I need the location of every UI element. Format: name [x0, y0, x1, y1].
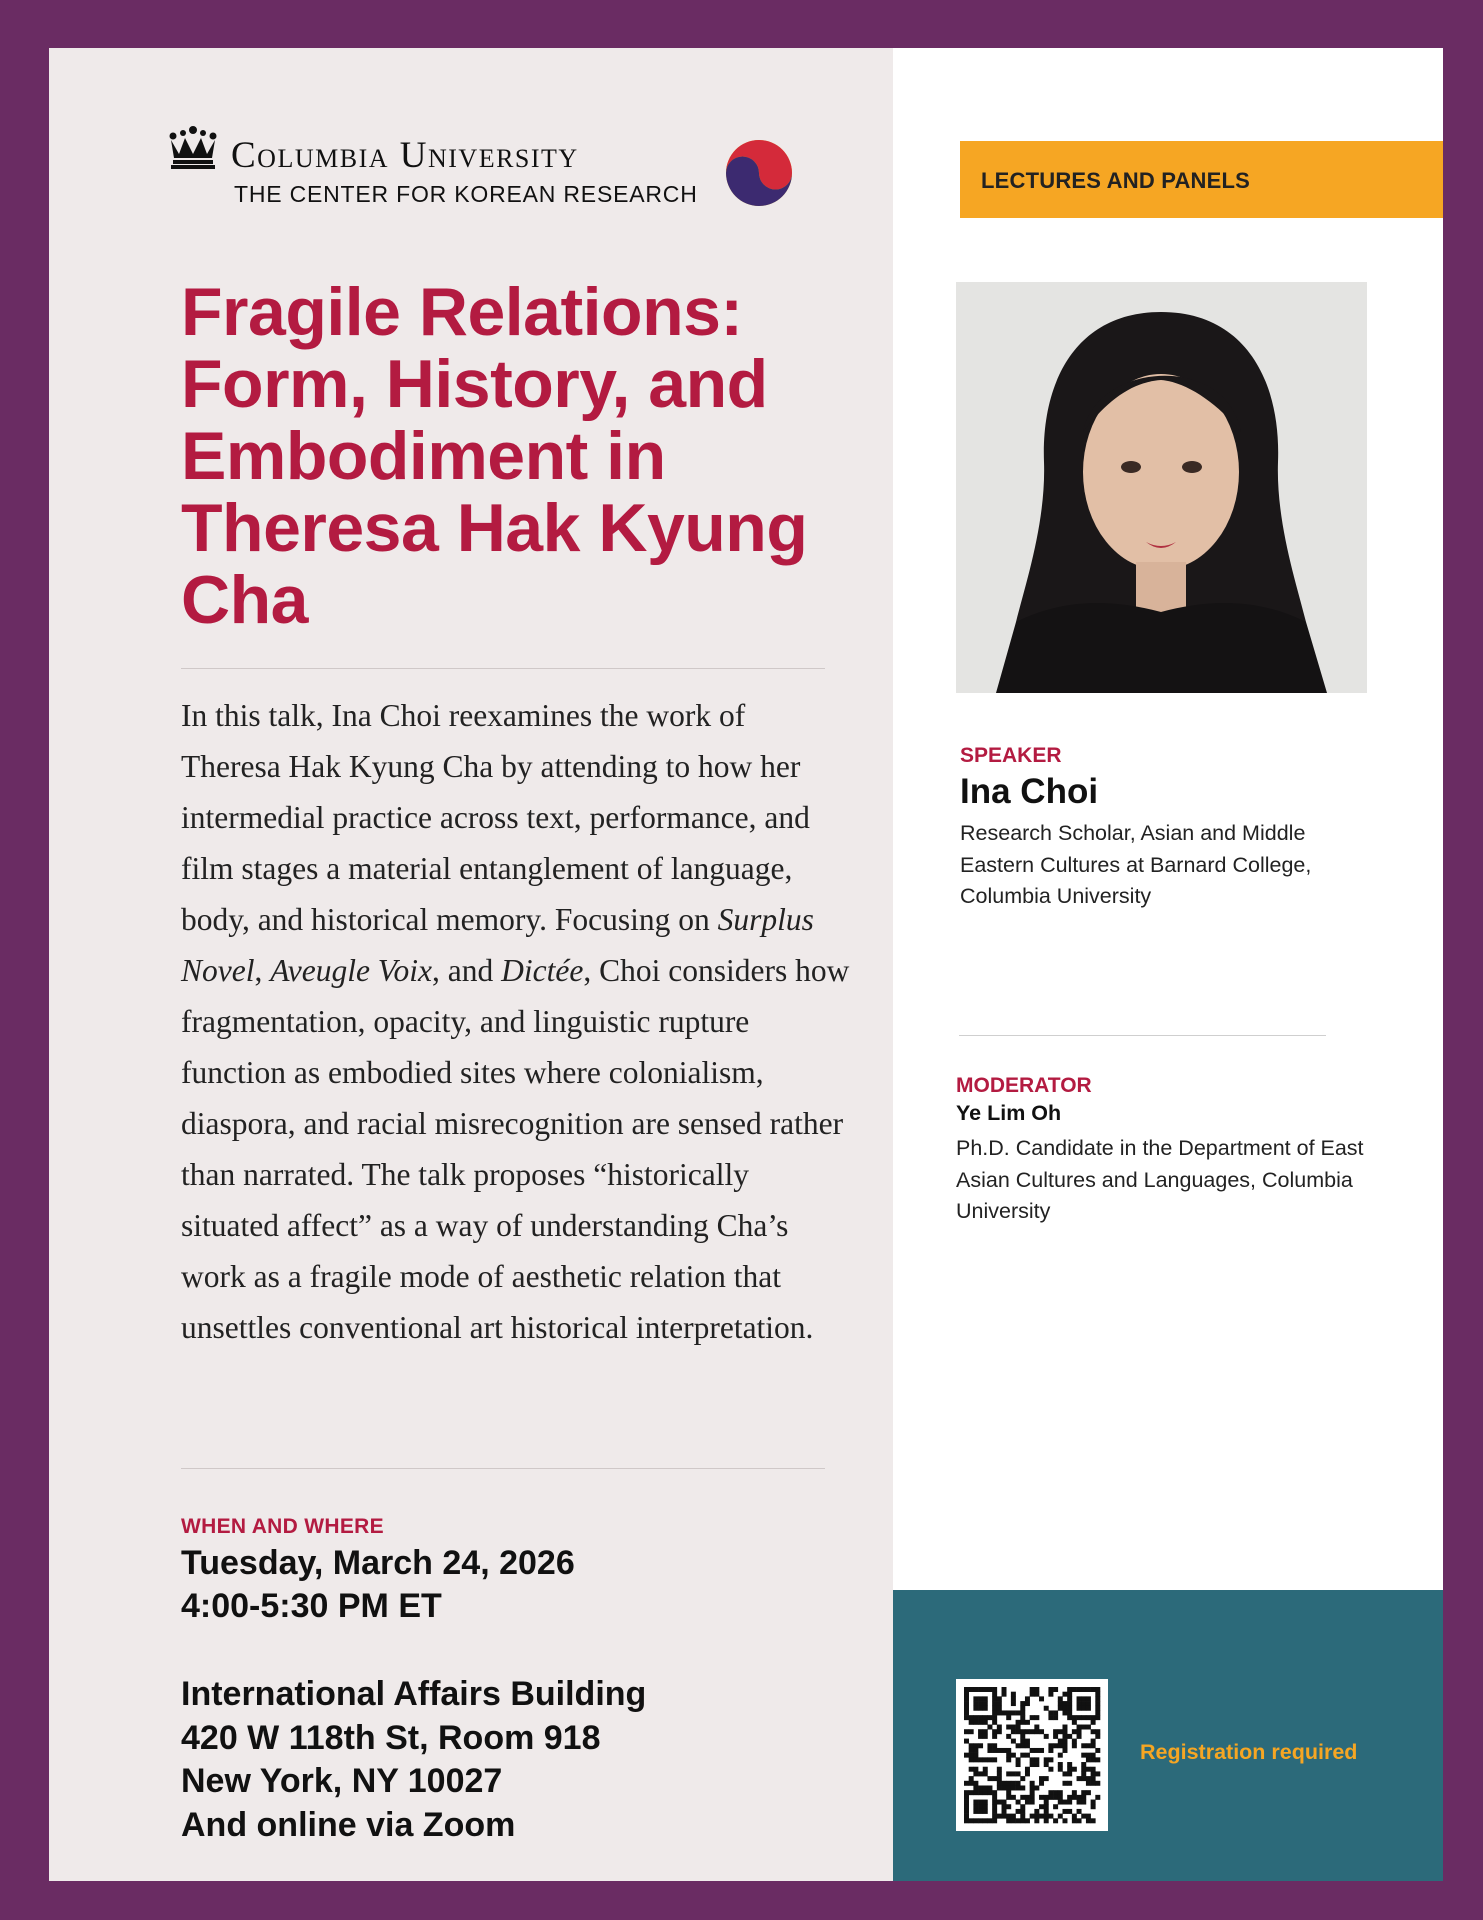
- crown-icon: [166, 124, 220, 170]
- qr-code[interactable]: [956, 1679, 1108, 1831]
- location-online: And online via Zoom: [181, 1805, 516, 1844]
- moderator-label: MODERATOR: [956, 1074, 1092, 1097]
- university-name: Columbia University: [231, 135, 579, 176]
- work-title: Surplus Novel: [181, 902, 814, 988]
- center-name: THE CENTER FOR KOREAN RESEARCH: [234, 181, 698, 207]
- moderator-name: Ye Lim Oh: [956, 1101, 1062, 1125]
- event-time: 4:00-5:30 PM ET: [181, 1587, 442, 1625]
- event-datetime: [181, 1542, 575, 1628]
- event-title: Fragile Relations: Form, History, and Embodiment in Theresa Hak Kyung Cha: [181, 274, 808, 638]
- divider: [181, 1468, 825, 1469]
- speaker-portrait-image: [956, 282, 1367, 693]
- work-title: Dictée: [501, 953, 584, 988]
- qr-code-icon: [956, 1679, 1108, 1831]
- work-title: Aveugle Voix: [270, 953, 433, 988]
- event-description: [181, 690, 851, 1353]
- left-panel: [49, 48, 893, 1881]
- category-label: LECTURES AND PANELS: [981, 168, 1251, 193]
- event-date: Tuesday, March 24, 2026: [181, 1544, 575, 1582]
- divider: [181, 668, 825, 669]
- location-building: International Affairs Building: [181, 1675, 647, 1713]
- description-text: , and: [432, 953, 502, 988]
- registration-text: Registration required: [1140, 1740, 1358, 1764]
- speaker-photo: [956, 282, 1367, 693]
- divider: [959, 1035, 1326, 1036]
- category-bar: [960, 141, 1443, 218]
- description-text: , Choi considers how fragmentation, opacity, and linguistic rupture function as embodied sites where colonialism, diaspora, and racial misrecognition are sensed rather than narrated. The talk proposes “historically situated affect” as a way of understanding Cha’s work as a fragile mode of aesthetic relation that unsettles conventional art historical interpretation.: [181, 953, 850, 1345]
- speaker-name: Ina Choi: [960, 772, 1099, 811]
- taeguk-icon: [725, 139, 793, 207]
- location-address: 420 W 118th St, Room 918: [181, 1718, 601, 1757]
- registration-panel: [893, 1590, 1443, 1881]
- speaker-label: SPEAKER: [960, 744, 1062, 767]
- when-where-label: WHEN AND WHERE: [181, 1515, 384, 1538]
- event-location: [181, 1673, 646, 1847]
- moderator-role: Ph.D. Candidate in the Department of East Asian Cultures and Languages, Columbia University: [956, 1136, 1364, 1223]
- description-text: ,: [254, 953, 271, 988]
- right-panel: [893, 48, 1443, 1881]
- speaker-role: Research Scholar, Asian and Middle Eastern Cultures at Barnard College, Columbia University: [960, 821, 1312, 908]
- location-city: New York, NY 10027: [181, 1762, 503, 1800]
- description-text: In this talk, Ina Choi reexamines the work of Theresa Hak Kyung Cha by attending to how her intermedial practice across text, performance, and film stages a material entanglement of language, body, and historical memory. Focusing on: [181, 698, 810, 937]
- flyer: [49, 48, 1443, 1881]
